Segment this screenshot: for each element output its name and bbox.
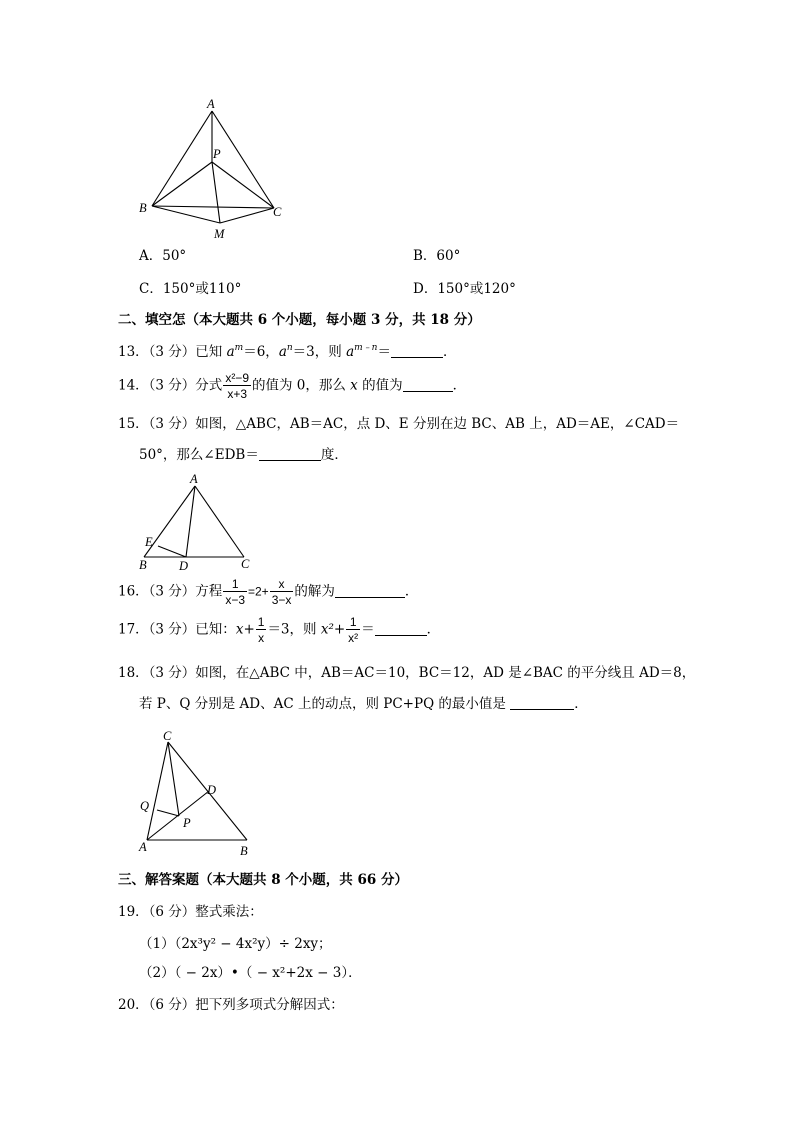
option-a: A．50° [139,248,187,264]
answer-blank [510,708,574,710]
question-15-line-2: 50°，那么∠EDB＝ 度． [139,447,348,463]
question-16: 16．（3 分）方程 $\frac{1}{x-3}$ =2+ $\frac{x}{3-x}$ 的解为 ． [118,577,419,607]
label-q: Q [140,799,150,813]
answer-blank [259,459,321,461]
fraction: $\frac{1}{x-3}$ [225,577,245,607]
question-19-part-2: （2）（ − 2x）•（ − x²+2x − 3）． [139,965,362,981]
figure-q12 [130,92,300,244]
option-c: C．150°或110° [139,281,242,297]
question-18-line-2: 若 P、Q 分别是 AD、AC 上的动点，则 PC+PQ 的最小值是 ． [139,696,588,712]
question-19-title: 19．（6 分）整式乘法： [118,904,263,920]
label-a: A [207,97,215,111]
segment-bm [152,206,220,223]
label-b: B [240,844,248,858]
label-b: B [139,201,147,215]
option-d: D．150°或120° [413,281,516,297]
question-15-line-1: 15．（3 分）如图，△ABC，AB＝AC，点 D、E 分别在边 BC、AB 上，AD＝AE，∠CAD＝ [118,416,680,432]
label-c: C [163,729,172,743]
figure-q15 [130,468,260,574]
label-c: C [241,557,250,571]
label-p: P [213,147,221,161]
segment-pm [212,162,220,223]
segment-cp [212,162,274,208]
label-c: C [273,205,282,219]
label-d: D [179,559,189,573]
fraction: $\frac{x}{3-x}$ [271,577,292,607]
option-b: B．60° [413,248,461,264]
segment-bp [152,162,212,206]
question-14: 14．（3 分）分式 $\frac{\text{x²−9}}{x+3}$ 的值为 0，那么 x 的值为 ． [118,371,467,401]
segment-ac [195,486,244,557]
segment-qp [157,810,179,816]
answer-blank [391,356,443,358]
segment-ac [212,111,274,208]
segment-ab [152,111,212,206]
label-b: B [139,558,147,572]
answer-blank [335,596,405,598]
section-2-title: 二、填空怎（本大题共 6 个小题，每小题 3 分，共 18 分） [118,312,481,328]
answer-blank [403,390,453,392]
question-18-line-1: 18．（3 分）如图，在△ABC 中，AB＝AC＝10，BC＝12，AD 是∠BAC 的平分线且 AD＝8， [118,665,696,681]
question-19-part-1: （1）（2x³y² − 4x²y）÷ 2xy； [139,936,332,952]
label-e: E [145,535,153,549]
answer-blank [375,634,427,636]
label-a: A [190,472,198,486]
label-p: P [183,816,191,830]
fraction: $\frac{\text{x²−9}}{x+3}$ [225,371,249,401]
question-17: 17．（3 分）已知：x+ $\frac{1}{x}$ ＝3，则 x²+ $\frac{1}{\text{x²}}$ ＝ ． [118,615,441,645]
label-d: D [207,783,217,797]
section-3-title: 三、解答案题（本大题共 8 个小题，共 66 分） [118,872,408,888]
question-20-title: 20．（6 分）把下列多项式分解因式： [118,997,344,1013]
segment-ed [158,546,186,557]
label-a: A [139,840,147,854]
segment-bc [152,206,274,208]
segment-cm [220,208,274,223]
question-13: 13．（3 分）已知 $a^m=6$，$a^n=3$，则 $a^{m﹣n}=$ ． [118,343,457,360]
label-m: M [214,227,225,241]
fraction: $\frac{1}{x}$ [257,615,265,645]
fraction: $\frac{1}{\text{x²}}$ [348,615,359,645]
figure-q18 [130,724,260,860]
